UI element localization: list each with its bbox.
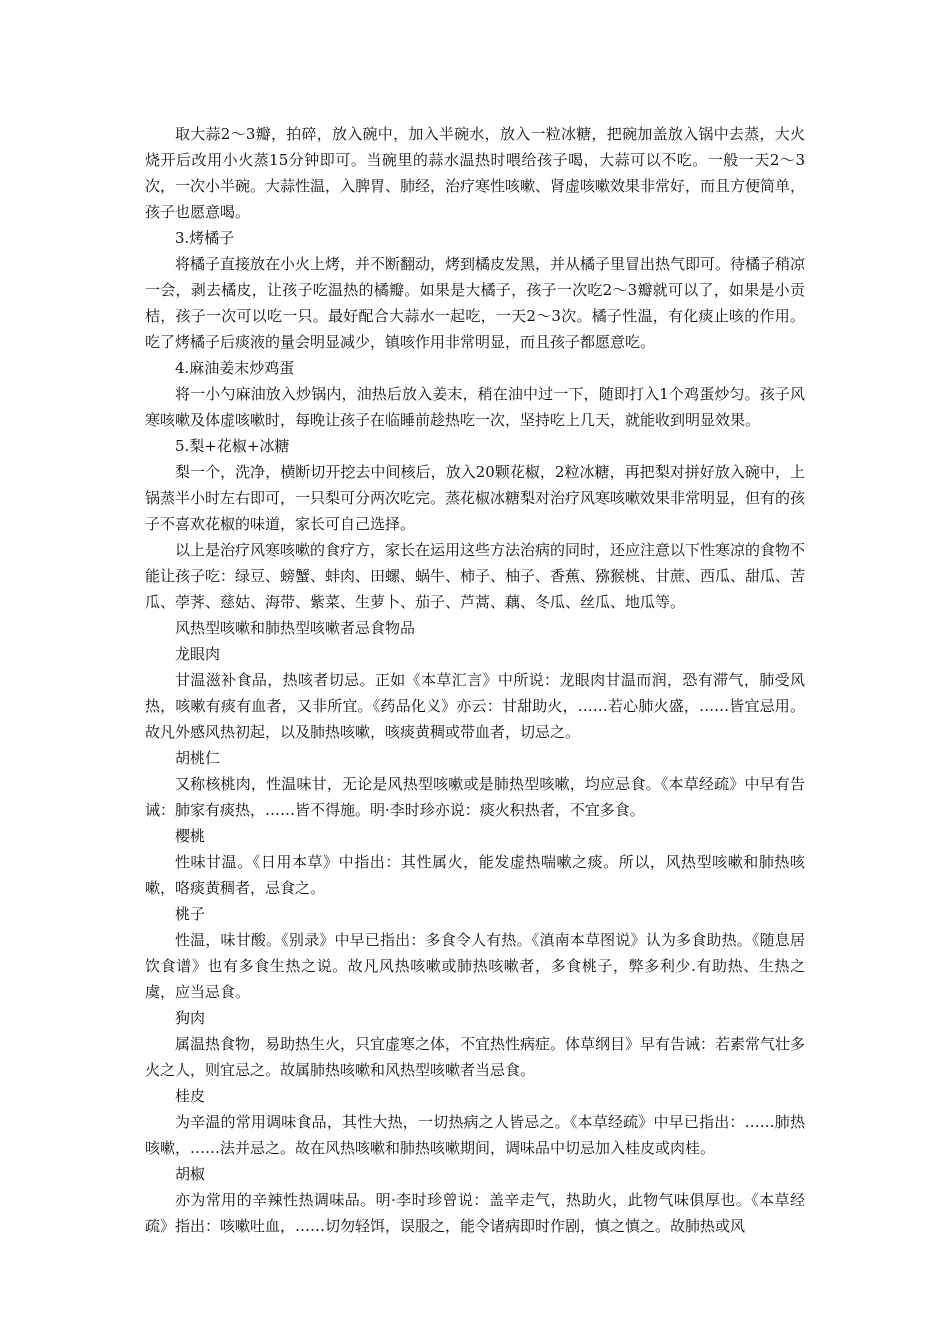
heading-cinnamon: 桂皮	[175, 1087, 206, 1105]
paragraph-pepper: 亦为常用的辛辣性热调味品。明·李时珍曾说：盖辛走气，热助火，此物气味俱厚也。《本草经疏》指出：咳嗽吐血，……切勿轻饵，误服之，能令诸病即时作剧，慎之慎之。故肺热或风	[145, 1191, 805, 1235]
heading-walnut: 胡桃仁	[175, 749, 221, 767]
heading-pear-pepper-sugar: 5.梨+花椒+冰糖	[175, 437, 290, 455]
heading-dog-meat: 狗肉	[175, 1009, 206, 1027]
heading-cherry: 樱桃	[175, 827, 206, 845]
heading-pepper: 胡椒	[175, 1165, 206, 1183]
paragraph-cherry: 性味甘温。《日用本草》中指出：其性属火，能发虚热喘嗽之痰。所以，风热型咳嗽和肺热咳嗽，咯痰黄稠者，忌食之。	[145, 853, 805, 897]
paragraph-longan: 甘温滋补食品，热咳者切忌。正如《本草汇言》中所说：龙眼肉甘温而润，恐有滞气，肺受风热，咳嗽有痰有血者，又非所宜。《药品化义》亦云：甘甜助火，……若心肺火盛，……皆宜忌用。故凡外感风热初起，以及肺热咳嗽，咳痰黄稠或带血者，切忌之。	[145, 671, 805, 741]
paragraph-walnut: 又称核桃肉，性温味甘，无论是风热型咳嗽或是肺热型咳嗽，均应忌食。《本草经疏》中早有告诫：肺家有痰热，……皆不得施。明·李时珍亦说：痰火积热者，不宜多食。	[145, 775, 805, 819]
heading-longan: 龙眼肉	[175, 645, 221, 663]
document-page	[145, 121, 805, 1239]
heading-wind-heat-avoid: 风热型咳嗽和肺热型咳嗽者忌食物品	[175, 619, 416, 637]
paragraph-roasted-orange: 将橘子直接放在小火上烤，并不断翻动，烤到橘皮发黑，并从橘子里冒出热气即可。待橘子稍凉一会，剥去橘皮，让孩子吃温热的橘瓣。如果是大橘子，孩子一次吃2～3瓣就可以了，如果是小贡桔，孩子一次可以吃一只。最好配合大蒜水一起吃，一天2～3次。橘子性温，有化痰止咳的作用。吃了烤橘子后痰液的量会明显减少，镇咳作用非常明显，而且孩子都愿意吃。	[145, 255, 806, 351]
paragraph-cinnamon: 为辛温的常用调味食品，其性大热，一切热病之人皆忌之。《本草经疏》中早已指出：……肺热咳嗽，……法并忌之。故在风热咳嗽和肺热咳嗽期间，调味品中切忌加入桂皮或肉桂。	[145, 1113, 805, 1157]
paragraph-pear-pepper-sugar: 梨一个，洗净，横断切开挖去中间核后，放入20颗花椒，2粒冰糖，再把梨对拼好放入碗中，上锅蒸半小时左右即可，一只梨可分两次吃完。蒸花椒冰糖梨对治疗风寒咳嗽效果非常明显，但有的孩子不喜欢花椒的味道，家长可自己选择。	[145, 463, 806, 533]
paragraph-dog-meat: 属温热食物，易助热生火，只宜虚寒之体，不宜热性病症。体草纲目》早有告诫：若素常气壮多火之人，则宜忌之。故属肺热咳嗽和风热型咳嗽者当忌食。	[145, 1035, 806, 1079]
heading-sesame-ginger-egg: 4.麻油姜末炒鸡蛋	[175, 359, 295, 377]
paragraph-cold-foods: 以上是治疗风寒咳嗽的食疗方，家长在运用这些方法治病的同时，还应注意以下性寒凉的食物不能让孩子吃：绿豆、螃蟹、蚌肉、田螺、蜗牛、柿子、柚子、香蕉、猕猴桃、甘蔗、西瓜、甜瓜、苦瓜、荸荠、慈姑、海带、紫菜、生萝卜、茄子、芦蒿、藕、冬瓜、丝瓜、地瓜等。	[145, 541, 806, 611]
heading-roasted-orange: 3.烤橘子	[175, 229, 235, 247]
paragraph-garlic-water: 取大蒜2～3瓣，拍碎，放入碗中，加入半碗水，放入一粒冰糖，把碗加盖放入锅中去蒸，大火烧开后改用小火蒸15分钟即可。当碗里的蒜水温热时喂给孩子喝，大蒜可以不吃。一般一天2～3次，一次小半碗。大蒜性温，入脾胃、肺经，治疗寒性咳嗽、肾虚咳嗽效果非常好，而且方便简单，孩子也愿意喝。	[145, 125, 806, 221]
heading-peach: 桃子	[175, 905, 206, 923]
paragraph-peach: 性温，味甘酸。《别录》中早已指出：多食令人有热。《滇南本草图说》认为多食助热。《随息居饮食谱》也有多食生热之说。故凡风热咳嗽或肺热咳嗽者，多食桃子，弊多利少.有助热、生热之虞，应当忌食。	[145, 931, 805, 1001]
paragraph-sesame-ginger-egg: 将一小勺麻油放入炒锅内，油热后放入姜末，稍在油中过一下，随即打入1个鸡蛋炒匀。孩子风寒咳嗽及体虚咳嗽时，每晚让孩子在临睡前趁热吃一次，坚持吃上几天，就能收到明显效果。	[145, 385, 805, 429]
